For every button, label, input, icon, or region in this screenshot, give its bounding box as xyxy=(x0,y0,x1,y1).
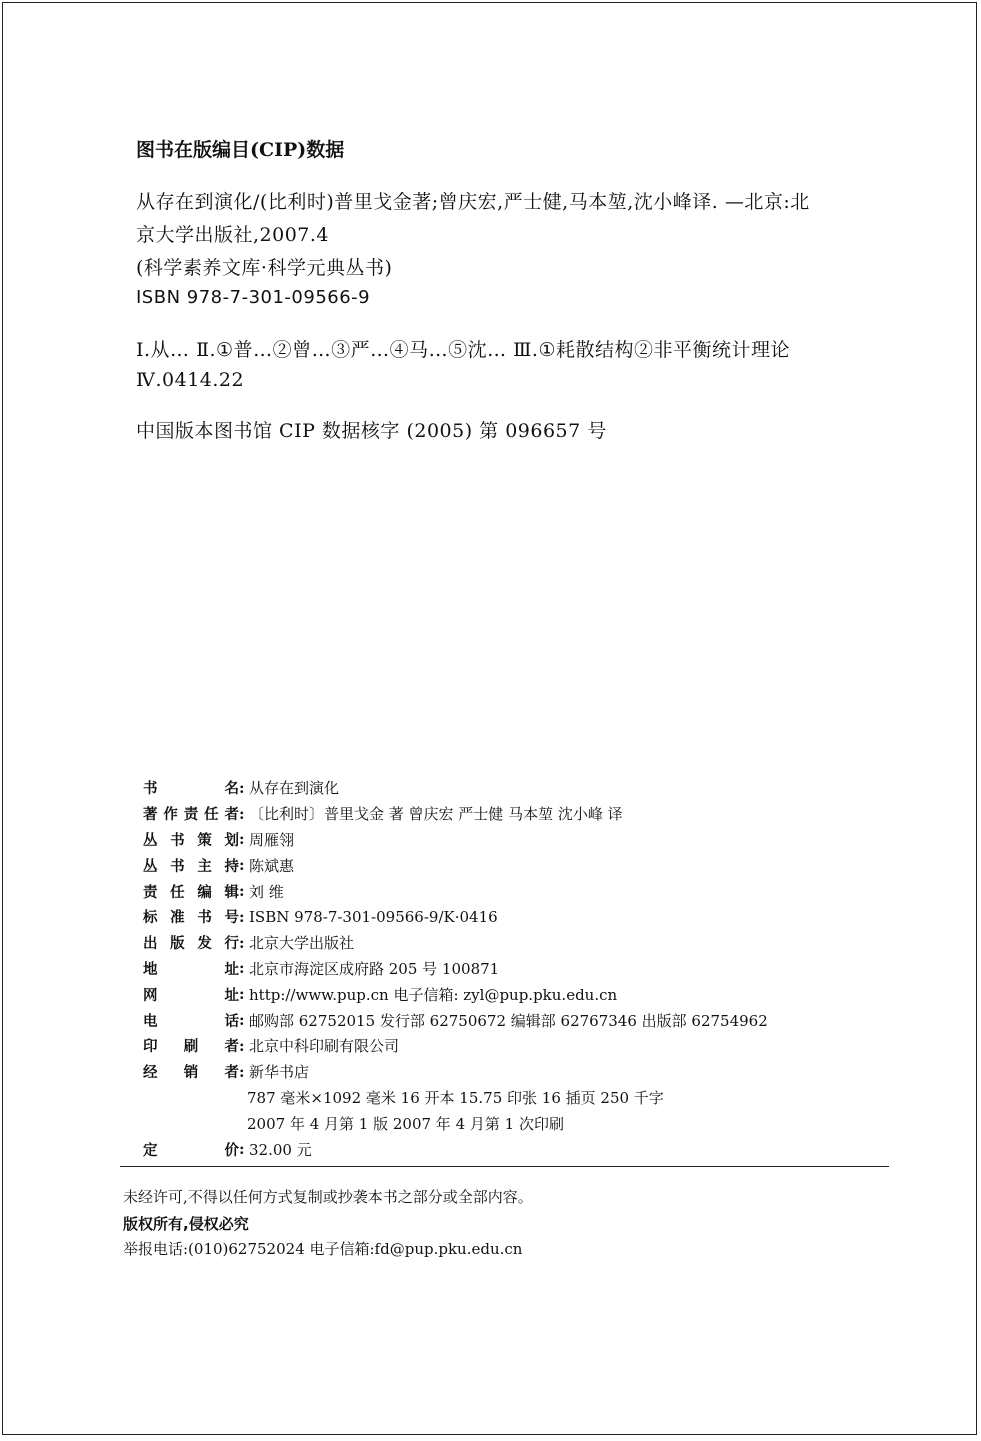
imprint-label xyxy=(143,829,239,850)
imprint-label xyxy=(143,855,239,876)
imprint-row xyxy=(143,956,768,982)
imprint-label-part: 地 xyxy=(143,961,158,978)
imprint-label-part: 作 xyxy=(163,807,178,824)
imprint-row xyxy=(143,1085,768,1111)
imprint-label-part: 丛 xyxy=(143,832,158,849)
imprint-label-part: 责 xyxy=(143,884,158,901)
imprint-value: 新华书店 xyxy=(249,1063,310,1082)
imprint-row xyxy=(143,1033,768,1059)
imprint-value: 787 毫米×1092 毫米 16 开本 15.75 印张 16 插页 250 千字 xyxy=(247,1088,664,1107)
imprint-colon: : xyxy=(239,907,245,926)
imprint-label-part: 行 xyxy=(224,936,239,953)
imprint-value: 北京市海淀区成府路 205 号 100871 xyxy=(249,959,500,978)
imprint-label xyxy=(143,984,239,1005)
imprint-label-part: 发 xyxy=(197,936,212,953)
imprint-label-part: 经 xyxy=(143,1065,158,1082)
imprint-label-part: 书 xyxy=(170,832,185,849)
imprint-value: 2007 年 4 月第 1 版 2007 年 4 月第 1 次印刷 xyxy=(247,1114,564,1133)
imprint-label-part: 号 xyxy=(224,910,239,927)
imprint-row xyxy=(143,878,768,904)
imprint-colon: : xyxy=(239,856,245,875)
imprint-label-part: 辑 xyxy=(224,884,239,901)
imprint-label-part: 址 xyxy=(224,987,239,1004)
cip-classification-line: Ⅳ.0414.22 xyxy=(136,369,245,391)
divider-line xyxy=(120,1166,889,1167)
imprint-label-part: 标 xyxy=(143,910,158,927)
imprint-label-part: 者 xyxy=(224,1039,239,1056)
imprint-label-part: 名 xyxy=(224,781,239,798)
imprint-row xyxy=(143,852,768,878)
imprint-colon: : xyxy=(239,804,245,823)
imprint-table xyxy=(143,775,768,1162)
imprint-label-part: 准 xyxy=(170,910,185,927)
copy-notice: 未经许可,不得以任何方式复制或抄袭本书之部分或全部内容。 xyxy=(123,1188,533,1206)
imprint-label-part: 定 xyxy=(143,1142,158,1159)
imprint-label-part: 编 xyxy=(197,884,212,901)
imprint-label-part: 话 xyxy=(224,1013,239,1030)
imprint-label-part: 划 xyxy=(224,832,239,849)
imprint-row xyxy=(143,827,768,853)
cip-publisher-line: 京大学出版社,2007.4 xyxy=(136,224,330,246)
imprint-row xyxy=(143,904,768,930)
rights-notice: 版权所有,侵权必究 xyxy=(123,1215,249,1233)
imprint-label-part: 出 xyxy=(143,936,158,953)
cip-isbn-line: ISBN 978-7-301-09566-9 xyxy=(136,287,371,308)
imprint-label-part: 印 xyxy=(143,1039,158,1056)
imprint-label-part: 策 xyxy=(197,832,212,849)
imprint-label xyxy=(143,777,239,798)
imprint-row xyxy=(143,930,768,956)
imprint-label-part: 任 xyxy=(170,884,185,901)
imprint-label-part: 主 xyxy=(197,858,212,875)
imprint-label-part: 销 xyxy=(183,1065,199,1082)
imprint-label xyxy=(143,1061,239,1082)
imprint-row xyxy=(143,1059,768,1085)
imprint-value: 〔比利时〕普里戈金 著 曾庆宏 严士健 马本堃 沈小峰 译 xyxy=(249,805,623,824)
imprint-label-part: 著 xyxy=(143,807,158,824)
imprint-label-part: 书 xyxy=(143,781,158,798)
imprint-row xyxy=(143,1136,768,1162)
imprint-value: 邮购部 62752015 发行部 62750672 编辑部 62767346 出版部 62754962 xyxy=(249,1011,768,1030)
imprint-colon: : xyxy=(239,1011,245,1030)
imprint-colon: : xyxy=(239,830,245,849)
cip-series-line: (科学素养文库·科学元典丛书) xyxy=(136,257,393,279)
cip-title-line: 从存在到演化/(比利时)普里戈金著;曾庆宏,严士健,马本堃,沈小峰译. —北京:北 xyxy=(136,191,810,213)
imprint-colon: : xyxy=(239,933,245,952)
imprint-label-part: 者 xyxy=(224,1065,239,1082)
imprint-value: 北京大学出版社 xyxy=(249,934,355,953)
imprint-label xyxy=(143,906,239,927)
imprint-row xyxy=(143,801,768,827)
imprint-value: 从存在到演化 xyxy=(249,779,340,798)
imprint-label-part: 丛 xyxy=(143,858,158,875)
imprint-label-part: 价 xyxy=(224,1142,239,1159)
imprint-label-part: 网 xyxy=(143,987,158,1004)
imprint-colon: : xyxy=(239,882,245,901)
imprint-row xyxy=(143,1007,768,1033)
imprint-row xyxy=(143,1110,768,1136)
imprint-value: 32.00 元 xyxy=(249,1140,312,1159)
imprint-label-part: 书 xyxy=(197,910,212,927)
imprint-label-part: 持 xyxy=(224,858,239,875)
imprint-label-part: 者 xyxy=(224,807,239,824)
imprint-value: ISBN 978-7-301-09566-9/K·0416 xyxy=(249,907,498,926)
imprint-label-part: 书 xyxy=(170,858,185,875)
imprint-colon: : xyxy=(239,1062,245,1081)
imprint-label-part: 任 xyxy=(204,807,219,824)
report-contact: 举报电话:(010)62752024 电子信箱:fd@pup.pku.edu.cn xyxy=(123,1240,523,1258)
imprint-value: 刘 维 xyxy=(249,882,284,901)
imprint-label-part: 刷 xyxy=(183,1039,199,1056)
imprint-colon: : xyxy=(239,1036,245,1055)
imprint-label xyxy=(143,881,239,902)
imprint-value: 周雁翎 xyxy=(249,830,295,849)
imprint-value: 陈斌惠 xyxy=(249,856,295,875)
imprint-colon: : xyxy=(239,1140,245,1159)
copyright-page xyxy=(2,2,977,1435)
imprint-label-part: 责 xyxy=(183,807,199,824)
imprint-label xyxy=(143,932,239,953)
imprint-colon: : xyxy=(239,778,245,797)
imprint-row xyxy=(143,981,768,1007)
imprint-label-part: 址 xyxy=(224,961,239,978)
imprint-label-part: 版 xyxy=(170,936,185,953)
cip-record-number: 中国版本图书馆 CIP 数据核字 (2005) 第 096657 号 xyxy=(136,420,607,442)
imprint-value: 北京中科印刷有限公司 xyxy=(249,1037,400,1056)
imprint-value: http://www.pup.cn 电子信箱: zyl@pup.pku.edu.cn xyxy=(249,985,618,1004)
cip-heading: 图书在版编目(CIP)数据 xyxy=(136,139,345,161)
imprint-label xyxy=(143,1010,239,1031)
imprint-label-part: 电 xyxy=(143,1013,158,1030)
imprint-label xyxy=(143,1035,239,1056)
imprint-row xyxy=(143,775,768,801)
imprint-colon: : xyxy=(239,959,245,978)
imprint-label xyxy=(143,803,239,824)
imprint-label xyxy=(143,1139,239,1160)
imprint-colon: : xyxy=(239,985,245,1004)
imprint-label xyxy=(143,958,239,979)
cip-subject-line: Ⅰ.从… Ⅱ.①普…②曾…③严…④马…⑤沈… Ⅲ.①耗散结构②非平衡统计理论 xyxy=(136,339,791,361)
